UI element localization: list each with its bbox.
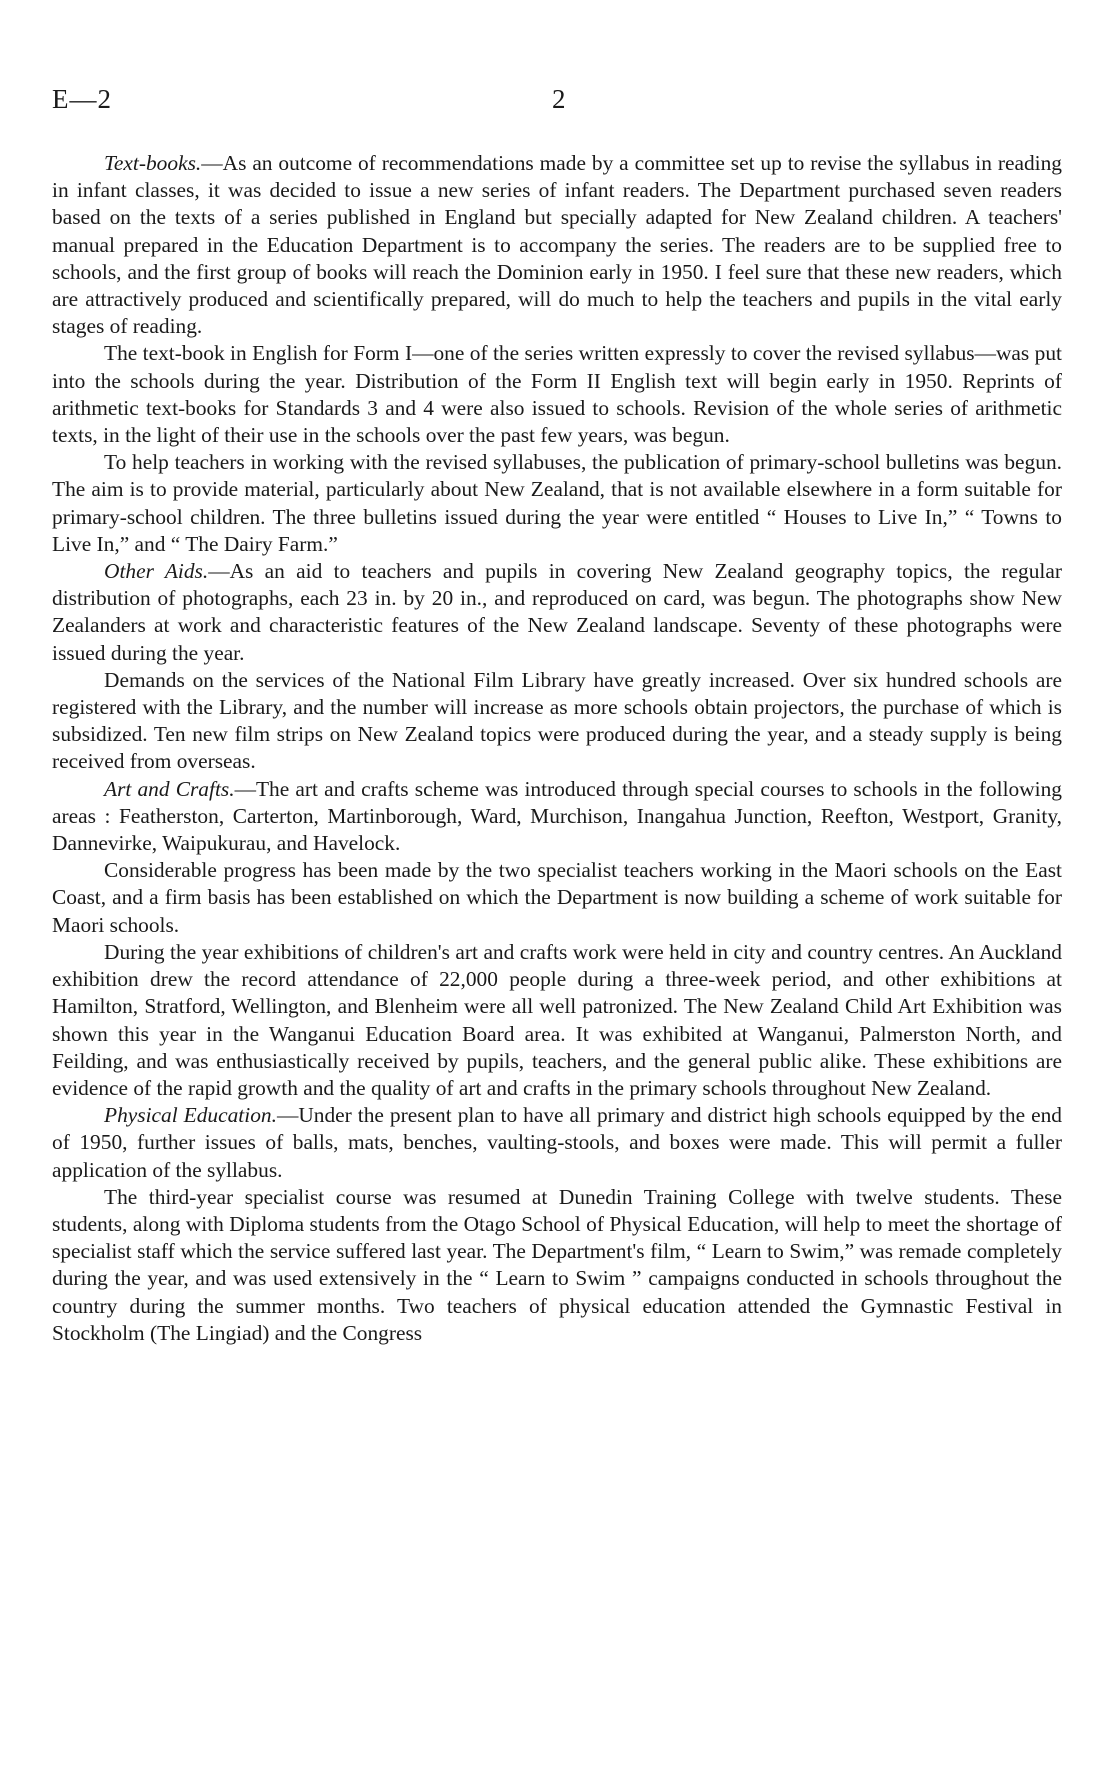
- paragraph-bulletins: [52, 449, 1062, 558]
- paragraph-art-and-crafts: [52, 776, 1062, 858]
- side-heading-other-aids: Other Aids.: [104, 559, 209, 584]
- paragraph-text: —Under the present plan to have all primary and district high schools equipped by the end of 1950, further issues of balls, mats, benches, vaulting-stools, and boxes were made. This will permit a fuller application of the syllabus.: [52, 1103, 1062, 1182]
- paragraph-text: To help teachers in working with the revised syllabuses, the publication of primary-school bulletins was begun. The aim is to provide material, particularly about New Zealand, that is not available elsewhere in a form suitable for primary-school children. The three bulletins issued during the year were entitled “ Houses to Live In,” “ Towns to Live In,” and “ The Dairy Farm.”: [52, 450, 1062, 556]
- paragraph-text: —The art and crafts scheme was introduced through special courses to schools in the following areas : Featherston, Carterton, Martinborough, Ward, Murchison, Inangahua Junction, Reefton, Westport, Granity, Dannevirke, Waipukurau, and Havelock.: [52, 776, 1063, 856]
- paragraph-text: The third-year specialist course was resumed at Dunedin Training College with twelve students. These students, along with Diploma students from the Otago School of Physical Education, will help to meet the shortage of specialist staff which the service suffered last year. The Department's film, “ Learn to Swim,” was remade completely during the year, and was used extensively in the “ Learn to Swim ” campaigns conducted in schools throughout the country during the summer months. Two teachers of physical education attended the Gymnastic Festival in Stockholm (The Lingiad) and the Congress: [52, 1184, 1062, 1345]
- side-heading-art-and-crafts: Art and Crafts.: [104, 776, 235, 801]
- paragraph-text-books: [52, 150, 1062, 340]
- document-reference: E—2: [52, 84, 112, 114]
- document-body: [52, 150, 1062, 1347]
- paragraph-text: The text-book in English for Form I—one of the series written expressly to cover the revised syllabus—was put into the schools during the year. Distribution of the Form II English text will begin early in 1950. Reprints of arithmetic text-books for Standards 3 and 4 were also issued to schools. Revision of the whole series of arithmetic texts, in the light of their use in the schools over the past few years, was begun.: [52, 341, 1062, 448]
- paragraph-text: —As an aid to teachers and pupils in covering New Zealand geography topics, the regular distribution of photographs, each 23 in. by 20 in., and reproduced on card, was begun. The photographs show New Zealanders at work and characteristic features of the New Zealand landscape. Seventy of these photographs were issued during the year.: [52, 559, 1062, 665]
- page-number: 2: [552, 84, 566, 114]
- side-heading-text-books: Text-books.: [104, 151, 202, 175]
- paragraph-text: —As an outcome of recommendations made by a committee set up to revise the syllabus in reading in infant classes, it was decided to issue a new series of infant readers. The Department purchased seven readers based on the texts of a series published in England but specially adapted for New Zealand children. A teachers' manual prepared in the Education Department is to accompany the series. The readers are to be supplied free to schools, and the first group of books will reach the Dominion early in 1950. I feel sure that these new readers, which are attractively produced and scientifically prepared, will do much to help the teachers and pupils in the vital early stages of reading.: [52, 151, 1062, 339]
- paragraph-other-aids: [52, 558, 1062, 667]
- paragraph-text: Demands on the services of the National Film Library have greatly increased. Over six hundred schools are registered with the Library, and the number will increase as more schools obtain projectors, the purchase of which is subsidized. Ten new film strips on New Zealand topics were produced during the year, and a steady supply is being received from overseas.: [52, 667, 1062, 774]
- paragraph-physical-education: [52, 1102, 1062, 1184]
- paragraph-maori-schools: [52, 857, 1062, 939]
- paragraph-exhibitions: [52, 939, 1062, 1102]
- paragraph-english-texts: [52, 340, 1062, 449]
- paragraph-text: Considerable progress has been made by the two specialist teachers working in the Maori schools on the East Coast, and a firm basis has been established on which the Department is now building a scheme of work suitable for Maori schools.: [52, 858, 1062, 937]
- paragraph-specialist-course: [52, 1184, 1062, 1347]
- side-heading-physical-education: Physical Education.: [104, 1103, 277, 1128]
- paragraph-text: During the year exhibitions of children's art and crafts work were held in city and country centres. An Auckland exhibition drew the record attendance of 22,000 people during a three-week period, and other exhibitions at Hamilton, Stratford, Wellington, and Blenheim were all well patronized. The New Zealand Child Art Exhibition was shown this year in the Wanganui Education Board area. It was exhibited at Wanganui, Palmerston North, and Feilding, and was enthusiastically received by pupils, teachers, and the general public alike. These exhibitions are evidence of the rapid growth and the quality of art and crafts in the primary schools throughout New Zealand.: [52, 939, 1062, 1100]
- paragraph-film-library: [52, 667, 1062, 776]
